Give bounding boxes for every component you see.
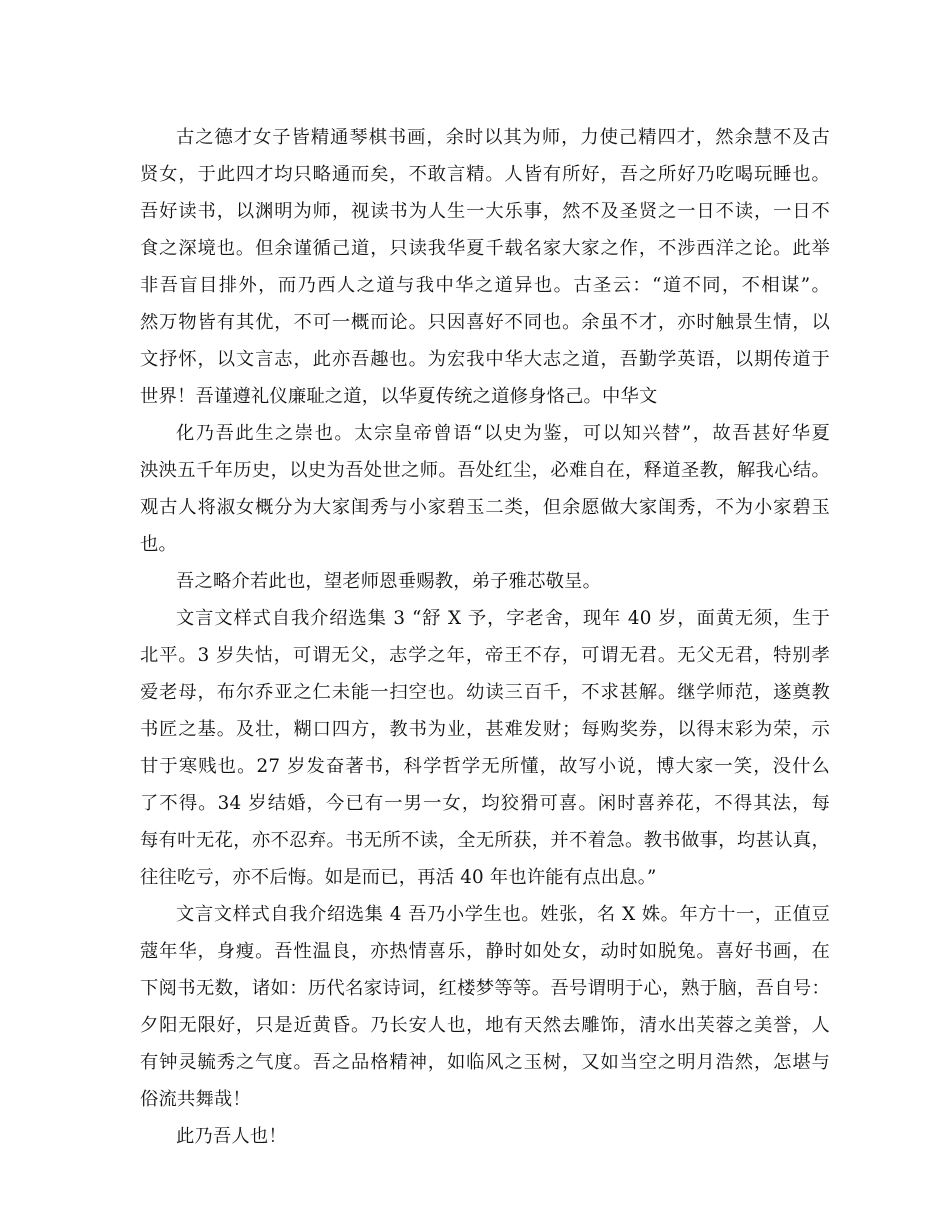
text-line: 往往吃亏，亦不后悔。如是而已，再活 40 年也许能有点出息。” — [140, 867, 657, 888]
text-line: 此乃吾人也！ — [176, 1126, 287, 1147]
text-line: 书匠之基。及壮，糊口四方，教书为业，甚难发财；每购奖券，以得末彩为荣，示 — [140, 719, 830, 740]
text-line: 也。 — [140, 534, 177, 555]
text-line: 夕阳无限好，只是近黄昏。乃长安人也，地有天然去雕饰，清水出芙蓉之美誉，人 — [140, 1015, 830, 1036]
text-line: 非吾盲目排外，而乃西人之道与我中华之道异也。古圣云：“道不同，不相谋”。 — [140, 275, 830, 296]
text-line: 每有叶无花，亦不忍弃。书无所不读，全无所获，并不着急。教书做事，均甚认真， — [140, 830, 830, 851]
text-line: 甘于寒贱也。27 岁发奋著书，科学哲学无所懂，故写小说，博大家一笑，没什么 — [140, 756, 830, 777]
text-line: 文言文样式自我介绍选集 4 吾乃小学生也。姓张，名 X 姝。年方十一，正值豆 — [176, 904, 830, 925]
text-line: 吾好读书，以渊明为师，视读书为人生一大乐事，然不及圣贤之一日不读，一日不 — [140, 201, 830, 222]
text-line: 有钟灵毓秀之气度。吾之品格精神，如临风之玉树，又如当空之明月浩然，怎堪与 — [140, 1052, 830, 1073]
text-line: 了不得。34 岁结婚，今已有一男一女，均狡猾可喜。闲时喜养花，不得其法，每 — [140, 793, 830, 814]
text-line: 古之德才女子皆精通琴棋书画，余时以其为师，力使己精四才，然余慧不及古 — [176, 127, 830, 148]
text-line: 爱老母，布尔乔亚之仁未能一扫空也。幼读三百千，不求甚解。继学师范，遂奠教 — [140, 682, 830, 703]
text-line: 文言文样式自我介绍选集 3 “舒 X 予，字老舍，现年 40 岁，面黄无须，生于 — [176, 608, 830, 629]
text-line: 文抒怀，以文言志，此亦吾趣也。为宏我中华大志之道，吾勤学英语，以期传道于 — [140, 349, 830, 370]
text-line: 吾之略介若此也，望老师恩垂赐教，弟子雅芯敬呈。 — [176, 571, 602, 592]
text-line: 下阅书无数，诸如：历代名家诗词，红楼梦等等。吾号谓明于心，熟于脑，吾自号： — [140, 978, 830, 999]
text-line: 泱泱五千年历史，以史为吾处世之师。吾处红尘，必难自在，释道圣教，解我心结。 — [140, 460, 830, 481]
text-line: 化乃吾此生之崇也。太宗皇帝曾语“以史为鉴，可以知兴替”，故吾甚好华夏 — [176, 423, 830, 444]
text-line: 蔻年华，身瘦。吾性温良，亦热情喜乐，静时如处女，动时如脱兔。喜好书画，在 — [140, 941, 830, 962]
text-line: 贤女，于此四才均只略通而矣，不敢言精。人皆有所好，吾之所好乃吃喝玩睡也。 — [140, 164, 830, 185]
text-line: 观古人将淑女概分为大家闺秀与小家碧玉二类，但余愿做大家闺秀，不为小家碧玉 — [140, 497, 830, 518]
text-line: 然万物皆有其优，不可一概而论。只因喜好不同也。余虽不才，亦时触景生情，以 — [140, 312, 830, 333]
text-line: 俗流共舞哉！ — [140, 1089, 251, 1110]
text-line: 北平。3 岁失怙，可谓无父，志学之年，帝王不存，可谓无君。无父无君，特别孝 — [140, 645, 830, 666]
text-line: 世界！吾谨遵礼仪廉耻之道，以华夏传统之道修身恪己。中华文 — [140, 386, 658, 407]
text-line: 食之深境也。但余谨循己道，只读我华夏千载名家大家之作，不涉西洋之论。此举 — [140, 238, 830, 259]
